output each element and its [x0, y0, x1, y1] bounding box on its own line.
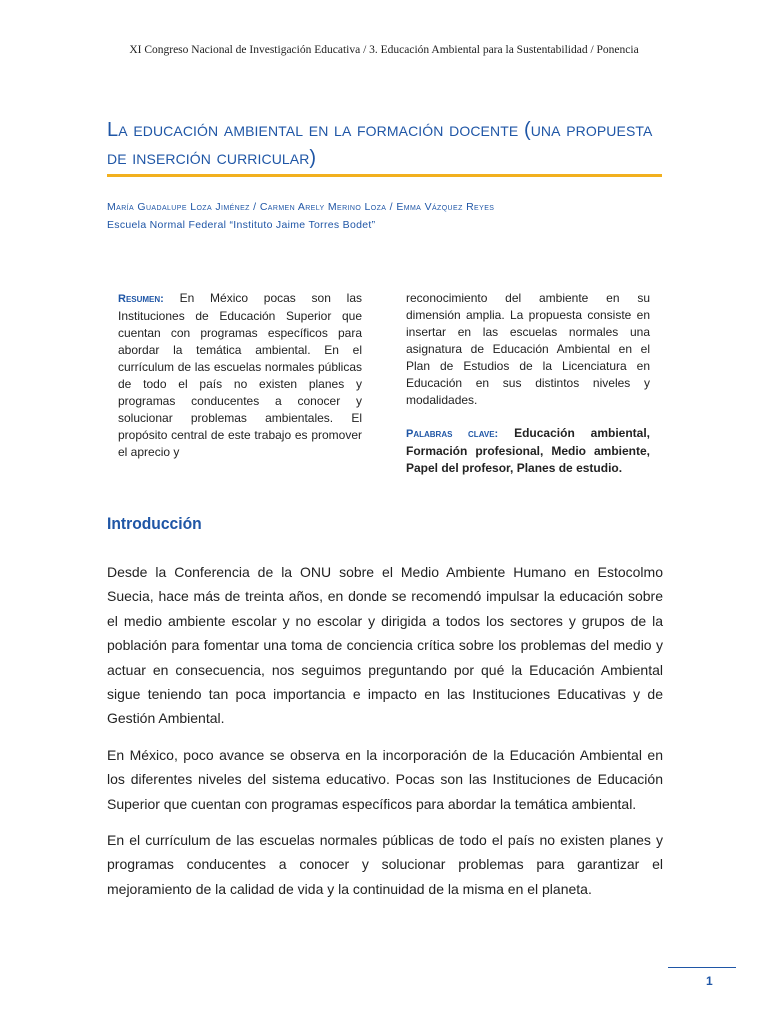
abstract-label: Resumen:	[118, 293, 164, 305]
abstract-column-left	[118, 290, 362, 461]
abstract-text-left: En México pocas son las Instituciones de Educación Superior que cuentan con programas específicos para abordar la temática ambiental. En el currículum de las escuelas normales públicas de todo el país no existen planes y programas conducentes a conocer y solucionar problemas ambientales. El propósito central de este trabajo es promover el aprecio y	[118, 291, 362, 459]
article-title: La educación ambiental en la formación docente (una propuesta de inserción curricular)	[107, 119, 653, 169]
abstract-column-right	[406, 290, 650, 477]
title-divider	[107, 174, 662, 177]
abstract-text-right: reconocimiento del ambiente en su dimensión amplia. La propuesta consiste en insertar en las escuelas normales una asignatura de Educación Ambiental en el Plan de Estudios de la Licenciatura en Educación en sus distintos niveles y modalidades.	[406, 291, 650, 407]
institution: Escuela Normal Federal “Instituto Jaime Torres Bodet”	[107, 219, 376, 231]
keywords-label: Palabras clave:	[406, 428, 499, 440]
section-heading-introduccion: Introducción	[107, 514, 202, 533]
body-paragraph: Desde la Conferencia de la ONU sobre el Medio Ambiente Humano en Estocolmo Suecia, hace más de treinta años, en donde se recomendó impulsar la educación sobre el medio ambiente escolar y no escolar y dirigida a todos los sectores y grupos de la población para fomentar una toma de conciencia crítica sobre los problemas del medio y actuar en consecuencia, nos seguimos preguntando por qué la Educación Ambiental sigue teniendo tan poca importancia e impacto en las Instituciones Educativas y de Gestión Ambiental.	[107, 564, 663, 727]
keywords-block	[406, 425, 650, 477]
page-number: 1	[706, 974, 713, 988]
keywords-text: Educación ambiental, Formación profesional, Medio ambiente, Papel del profesor, Planes de estudio.	[406, 426, 650, 475]
body-paragraph: En México, poco avance se observa en la incorporación de la Educación Ambiental en los diferentes niveles del sistema educativo. Pocas son las Instituciones de Educación Superior que cuentan con programas específicos para abordar la temática ambiental.	[107, 746, 663, 812]
author-list: María Guadalupe Loza Jiménez / Carmen Arely Merino Loza / Emma Vázquez Reyes	[107, 201, 495, 213]
footer-rule	[668, 967, 736, 968]
running-head: XI Congreso Nacional de Investigación Educativa / 3. Educación Ambiental para la Sustentabilidad / Ponencia	[129, 44, 639, 56]
introduction-body	[107, 560, 663, 913]
body-paragraph: En el currículum de las escuelas normales públicas de todo el país no existen planes y programas conducentes a conocer y solucionar problemas para garantizar el mejoramiento de la calidad de vida y la continuidad de la misma en el planeta.	[107, 832, 663, 897]
